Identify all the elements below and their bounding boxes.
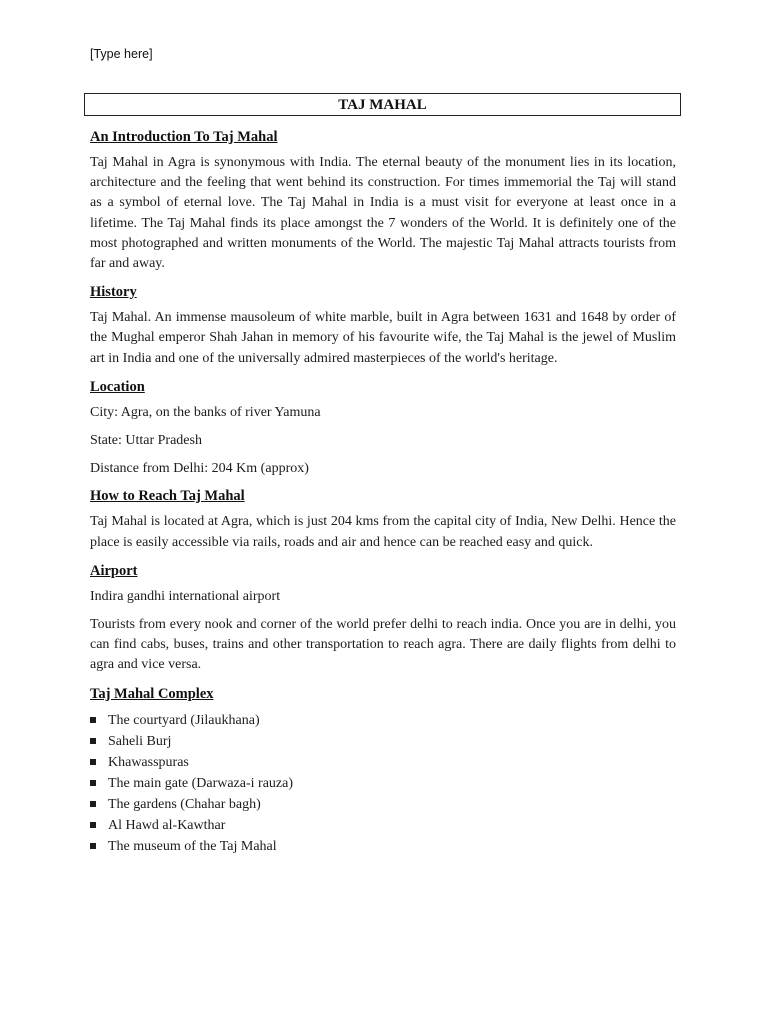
- heading-history: History: [90, 284, 137, 301]
- list-item-text: Khawasspuras: [108, 754, 189, 770]
- square-bullet-icon: [90, 801, 96, 807]
- list-item-text: The main gate (Darwaza-i rauza): [108, 775, 293, 791]
- location-city: City: Agra, on the banks of river Yamuna: [90, 404, 321, 420]
- document-title: TAJ MAHAL: [84, 93, 681, 116]
- list-item: [90, 836, 676, 857]
- list-item: [90, 794, 676, 815]
- list-item: [90, 710, 676, 731]
- heading-location: Location: [90, 378, 145, 395]
- complex-list: [90, 710, 676, 857]
- list-item-text: The gardens (Chahar bagh): [108, 796, 261, 812]
- list-item-text: Al Hawd al-Kawthar: [108, 817, 226, 833]
- heading-introduction: An Introduction To Taj Mahal: [90, 129, 278, 145]
- paragraph-introduction: Taj Mahal in Agra is synonymous with India. The eternal beauty of the monument lies in its location, architecture and the feeling that went behind its construction. For times immemorial the Taj will stand as a symbol of eternal love. The Taj Mahal in India is a must visit for everyone at least once in a lifetime. The Taj Mahal finds its place amongst the 7 wonders of the World. It is definitely one of the most photographed and written monuments of the World. The majestic Taj Mahal attracts tourists from far and away.: [90, 155, 676, 272]
- list-item: [90, 731, 676, 752]
- location-distance: Distance from Delhi: 204 Km (approx): [90, 461, 309, 477]
- heading-airport: Airport: [90, 562, 138, 579]
- square-bullet-icon: [90, 759, 96, 765]
- header-placeholder[interactable]: [Type here]: [90, 47, 153, 61]
- location-state: State: Uttar Pradesh: [90, 433, 202, 449]
- paragraph-history: Taj Mahal. An immense mausoleum of white marble, built in Agra between 1631 and 1648 by order of the Mughal emperor Shah Jahan in memory of his favourite wife, the Taj Mahal is the jewel of Muslim art in India and one of the universally admired masterpieces of the world's heritage.: [90, 310, 676, 366]
- list-item: [90, 752, 676, 773]
- list-item-text: The museum of the Taj Mahal: [108, 838, 277, 854]
- square-bullet-icon: [90, 780, 96, 786]
- document-body: [90, 128, 676, 857]
- square-bullet-icon: [90, 717, 96, 723]
- paragraph-airport: Tourists from every nook and corner of the world prefer delhi to reach india. Once you are in delhi, you can find cabs, buses, trains and other transportation to reach agra. There are daily flights from delhi to agra and vice versa.: [90, 617, 676, 673]
- heading-how-to-reach: How to Reach Taj Mahal: [90, 488, 245, 505]
- list-item: [90, 773, 676, 794]
- list-item: [90, 815, 676, 836]
- airport-name: Indira gandhi international airport: [90, 588, 281, 604]
- list-item-text: The courtyard (Jilaukhana): [108, 712, 260, 728]
- square-bullet-icon: [90, 738, 96, 744]
- heading-complex: Taj Mahal Complex: [90, 685, 214, 702]
- square-bullet-icon: [90, 843, 96, 849]
- list-item-text: Saheli Burj: [108, 733, 172, 749]
- paragraph-how-to-reach: Taj Mahal is located at Agra, which is just 204 kms from the capital city of India, New Delhi. Hence the place is easily accessible via rails, roads and air and hence can be reached easy and quick.: [90, 514, 676, 550]
- square-bullet-icon: [90, 822, 96, 828]
